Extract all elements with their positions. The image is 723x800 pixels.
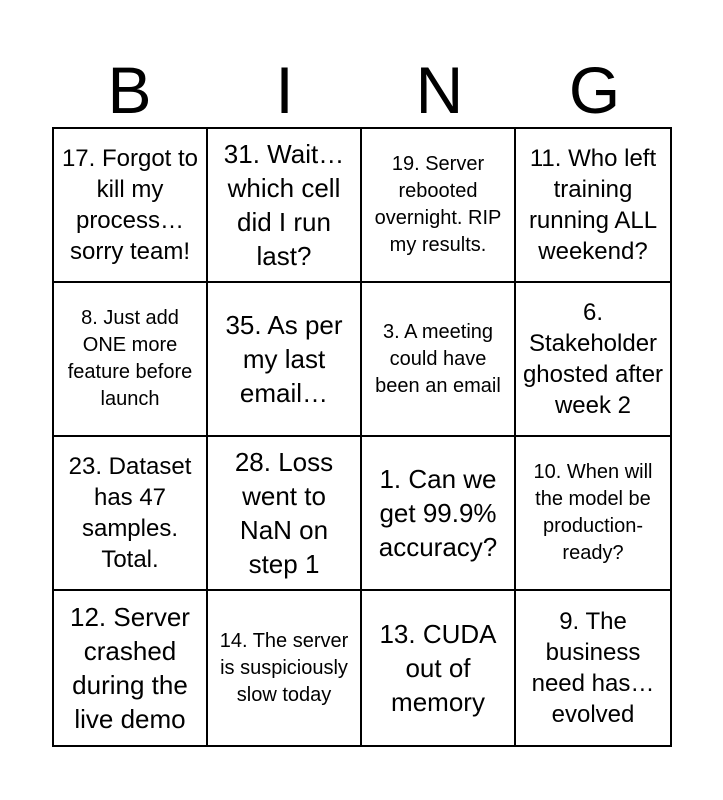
bingo-card-grid <box>52 127 672 747</box>
header-letter-b: B <box>107 53 152 127</box>
bingo-cell[interactable] <box>362 129 516 283</box>
header-letter-i: I <box>275 53 294 127</box>
header-letter-g: G <box>568 53 621 127</box>
bingo-cell-text: 23. Dataset has 47 samples. Total. <box>68 453 192 573</box>
bingo-cell-text: 10. When will the model be production-ready? <box>533 461 653 564</box>
bingo-cell-text: 8. Just add ONE more feature before launch <box>67 307 193 410</box>
bingo-cell[interactable] <box>54 129 208 283</box>
bingo-cell[interactable] <box>208 129 362 283</box>
bingo-cell[interactable] <box>54 437 208 591</box>
header-letter-n: N <box>415 53 464 127</box>
bingo-cell[interactable] <box>516 129 670 283</box>
bingo-cell-text: 14. The server is suspiciously slow today <box>219 629 349 706</box>
bingo-cell[interactable] <box>208 283 362 437</box>
bingo-cell-text: 19. Server rebooted overnight. RIP my results. <box>374 153 502 256</box>
bingo-cell[interactable] <box>516 591 670 745</box>
bingo-cell[interactable] <box>362 283 516 437</box>
bingo-cell[interactable] <box>54 591 208 745</box>
bingo-cell-text: 1. Can we get 99.9% accuracy? <box>378 464 498 562</box>
bingo-cell[interactable] <box>516 437 670 591</box>
bingo-cell-text: 28. Loss went to NaN on step 1 <box>234 447 334 579</box>
bingo-cell-text: 31. Wait… which cell did I run last? <box>223 139 345 271</box>
bingo-cell-text: 35. As per my last email… <box>225 310 343 408</box>
bingo-cell-text: 12. Server crashed during the live demo <box>70 602 190 734</box>
bingo-cell-text: 9. The business need has… evolved <box>531 608 655 728</box>
bingo-cell[interactable] <box>516 283 670 437</box>
bingo-cell-text: 17. Forgot to kill my process… sorry team! <box>61 145 199 265</box>
bingo-header <box>52 52 672 128</box>
bingo-cell-text: 11. Who left training running ALL weekend? <box>528 145 658 265</box>
bingo-cell-text: 3. A meeting could have been an email <box>375 320 501 397</box>
bingo-cell-text: 6. Stakeholder ghosted after week 2 <box>522 299 664 419</box>
bingo-cell[interactable] <box>362 591 516 745</box>
bingo-cell[interactable] <box>208 591 362 745</box>
bingo-cell[interactable] <box>208 437 362 591</box>
bingo-cell[interactable] <box>362 437 516 591</box>
bingo-cell[interactable] <box>54 283 208 437</box>
bingo-cell-text: 13. CUDA out of memory <box>379 619 497 717</box>
